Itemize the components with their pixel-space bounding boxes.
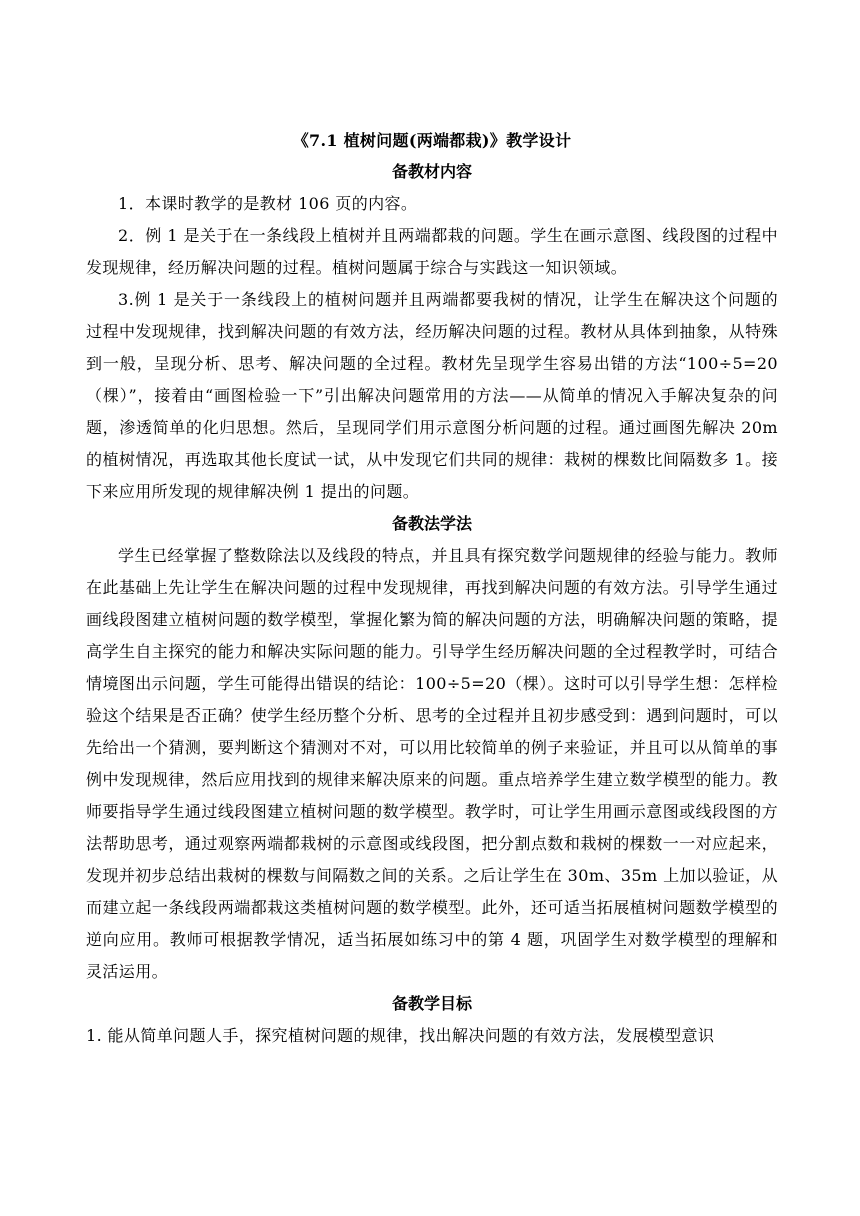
paragraph-materials-3: 3.例 1 是关于一条线段上的植树问题并且两端都要我树的情况，让学生在解决这个问题的过程中发现规律，找到解决问题的有效方法，经历解决问题的过程。教材从具体到抽象，从特殊到一般，呈现分析、思考、解决问题的全过程。教材先呈现学生容易出错的方法“100÷5=20（棵）”，接着由“画图检验一下”引出解决问题常用的方法——从简单的情况入手解决复杂的问题，渗透简单的化归思想。然后，呈现同学们用示意图分析问题的过程。通过画图先解决 20m 的植树情况，再选取其他长度试一试，从中发现它们共同的规律：栽树的棵数比间隔数多 1。接下来应用所发现的规律解决例 1 提出的问题。 <box>86 290 778 501</box>
document-title: 《7.1 植树问题(两端都栽)》教学设计 <box>292 131 572 150</box>
paragraph-methods-1: 学生已经掌握了整数除法以及线段的特点，并且具有探究数学问题规律的经验与能力。教师在此基础上先让学生在解决问题的过程中发现规律，再找到解决问题的有效方法。引导学生通过画线段图建立植树问题的数学模型，掌握化繁为简的解决问题的方法，明确解决问题的策略，提高学生自主探究的能力和解决实际问题的能力。引导学生经历解决问题的全过程教学时，可结合情境图出示问题，学生可能得出错误的结论：100÷5=20（棵）。这时可以引导学生想：怎样检验这个结果是否正确？使学生经历整个分析、思考的全过程并且初步感受到：遇到问题时，可以先给出一个猜测，要判断这个猜测对不对，可以用比较简单的例子来验证，并且可以从简单的事例中发现规律，然后应用找到的规律来解决原来的问题。重点培养学生建立数学模型的能力。教师要指导学生通过线段图建立植树问题的数学模型。教学时，可让学生用画示意图或线段图的方法帮助思考，通过观察两端都栽树的示意图或线段图，把分割点数和栽树的棵数一一对应起来，发现并初步总结出栽树的棵数与间隔数之间的关系。之后让学生在 30m、35m 上加以验证，从而建立起一条线段两端都栽这类植树问题的数学模型。此外，还可适当拓展植树问题数学模型的逆向应用。教师可根据教学情况，适当拓展如练习中的第 4 题，巩固学生对数学模型的理解和灵活运用。 <box>86 546 778 981</box>
paragraph-objectives-1: 1. 能从简单问题人手，探究植树问题的规律，找出解决问题的有效方法，发展模型意识 <box>86 1026 715 1045</box>
document-content <box>86 126 778 1052</box>
paragraph-materials-2: 2．例 1 是关于在一条线段上植树并且两端都栽的问题。学生在画示意图、线段图的过程中发现规律，经历解决问题的过程。植树问题属于综合与实践这一知识领域。 <box>86 226 778 277</box>
section-heading-objectives: 备教学目标 <box>391 994 472 1013</box>
section-heading-methods: 备教法学法 <box>391 514 472 533</box>
section-heading-materials: 备教材内容 <box>391 162 472 181</box>
paragraph-materials-1: 1．本课时教学的是教材 106 页的内容。 <box>118 194 418 213</box>
